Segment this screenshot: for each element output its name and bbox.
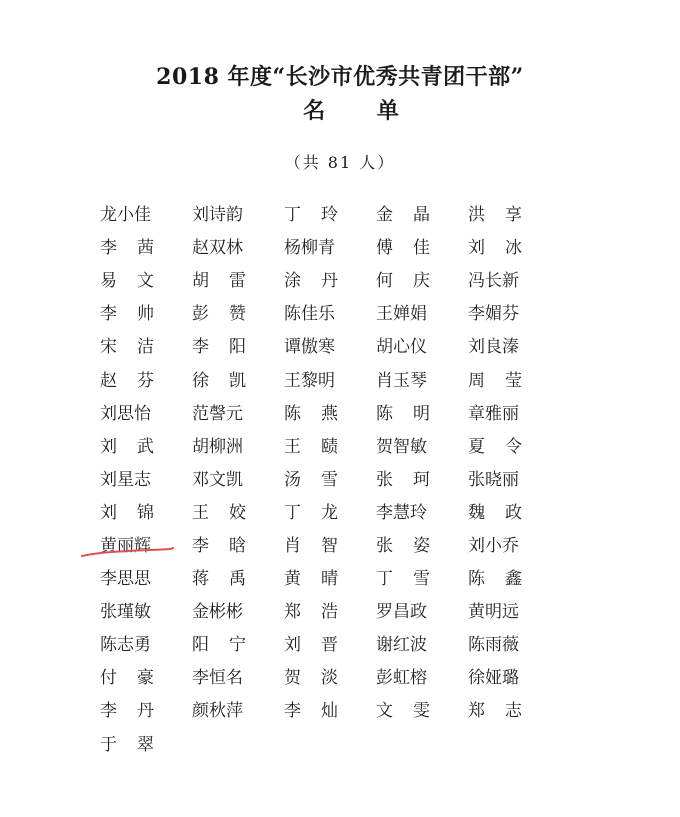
name-entry: 丁 雪 (376, 569, 430, 590)
name-entry: 李 阳 (192, 337, 246, 358)
name-entry: 刘 锦 (100, 502, 154, 523)
name-entry: 李 帅 (100, 304, 154, 325)
name-entry: 文 雯 (376, 701, 430, 722)
name-entry: 罗昌政 (376, 602, 427, 623)
name-entry: 王 姣 (192, 502, 246, 523)
name-entry: 何 庆 (376, 271, 430, 292)
name-entry: 洪 享 (468, 205, 522, 226)
name-entry: 丁 玲 (284, 205, 338, 226)
name-entry: 胡柳洲 (192, 436, 243, 457)
name-entry: 阳 宁 (192, 635, 246, 656)
name-entry: 张晓丽 (468, 469, 519, 490)
name-entry: 周 莹 (468, 370, 522, 391)
name-entry: 章雅丽 (468, 403, 519, 424)
name-entry: 郑 志 (468, 701, 522, 722)
name-entry: 赵双林 (192, 238, 243, 259)
name-entry: 丁 龙 (284, 502, 338, 523)
name-entry: 付 豪 (100, 668, 154, 689)
name-entry: 魏 政 (468, 502, 522, 523)
name-entry: 龙小佳 (100, 205, 151, 226)
name-entry: 徐 凯 (192, 370, 246, 391)
name-entry: 谢红波 (376, 635, 427, 656)
name-entry: 汤 雪 (284, 469, 338, 490)
name-entry: 谭傲寒 (284, 337, 335, 358)
name-entry: 刘小乔 (468, 535, 519, 556)
name-entry: 陈雨薇 (468, 635, 519, 656)
name-entry: 张瑾敏 (100, 602, 151, 623)
name-entry: 李 丹 (100, 701, 154, 722)
name-entry: 刘 武 (100, 436, 154, 457)
name-entry: 范謦元 (192, 403, 243, 424)
name-entry: 陈 燕 (284, 403, 338, 424)
name-entry: 彭 赞 (192, 304, 246, 325)
name-entry: 李 灿 (284, 701, 338, 722)
name-entry: 于 翠 (100, 734, 154, 755)
document-subtitle: 名 单 (303, 98, 421, 124)
name-entry: 刘 冰 (468, 238, 522, 259)
name-entry: 郑 浩 (284, 602, 338, 623)
name-entry: 陈 鑫 (468, 569, 522, 590)
name-entry: 黄 晴 (284, 569, 338, 590)
name-entry: 颜秋萍 (192, 701, 243, 722)
name-entry: 邓文凯 (192, 469, 243, 490)
name-list (100, 196, 560, 759)
name-entry: 肖 智 (284, 535, 338, 556)
name-entry: 易 文 (100, 271, 154, 292)
name-entry: 胡 雷 (192, 271, 246, 292)
name-entry: 李慧玲 (376, 502, 427, 523)
name-entry: 肖玉琴 (376, 370, 427, 391)
name-entry: 李恒名 (192, 668, 243, 689)
name-entry: 夏 令 (468, 436, 522, 457)
name-entry: 李 晗 (192, 535, 246, 556)
name-entry: 彭虹榕 (376, 668, 427, 689)
name-entry: 金 晶 (376, 205, 430, 226)
total-count-note: （共 81 人） (284, 153, 396, 172)
name-entry: 陈志勇 (100, 635, 151, 656)
name-entry: 贺智敏 (376, 436, 427, 457)
name-entry: 刘思怡 (100, 403, 151, 424)
name-entry: 李 茜 (100, 238, 154, 259)
name-entry: 金彬彬 (192, 602, 243, 623)
name-entry: 李思思 (100, 569, 151, 590)
name-entry: 王黎明 (284, 370, 335, 391)
name-entry: 王 赜 (284, 436, 338, 457)
name-entry: 张 珂 (376, 469, 430, 490)
name-entry: 赵 芬 (100, 370, 154, 391)
name-entry: 刘良溱 (468, 337, 519, 358)
name-entry: 涂 丹 (284, 271, 338, 292)
name-entry: 贺 淡 (284, 668, 338, 689)
name-entry: 傅 佳 (376, 238, 430, 259)
name-entry: 陈 明 (376, 403, 430, 424)
name-entry: 李媚芬 (468, 304, 519, 325)
document-title: 2018 年度“长沙市优秀共青团干部” (156, 64, 524, 90)
name-entry: 陈佳乐 (284, 304, 335, 325)
name-entry: 王婵娟 (376, 304, 427, 325)
name-entry: 胡心仪 (376, 337, 427, 358)
name-entry: 黄丽辉 (100, 535, 151, 556)
name-entry: 刘 晋 (284, 635, 338, 656)
name-entry: 冯长新 (468, 271, 519, 292)
name-entry: 张 姿 (376, 535, 430, 556)
name-entry: 徐娅璐 (468, 668, 519, 689)
name-entry: 黄明远 (468, 602, 519, 623)
name-entry: 刘星志 (100, 469, 151, 490)
name-entry: 蒋 禹 (192, 569, 246, 590)
name-entry: 刘诗韵 (192, 205, 243, 226)
name-entry: 杨柳青 (284, 238, 335, 259)
name-entry: 宋 洁 (100, 337, 154, 358)
